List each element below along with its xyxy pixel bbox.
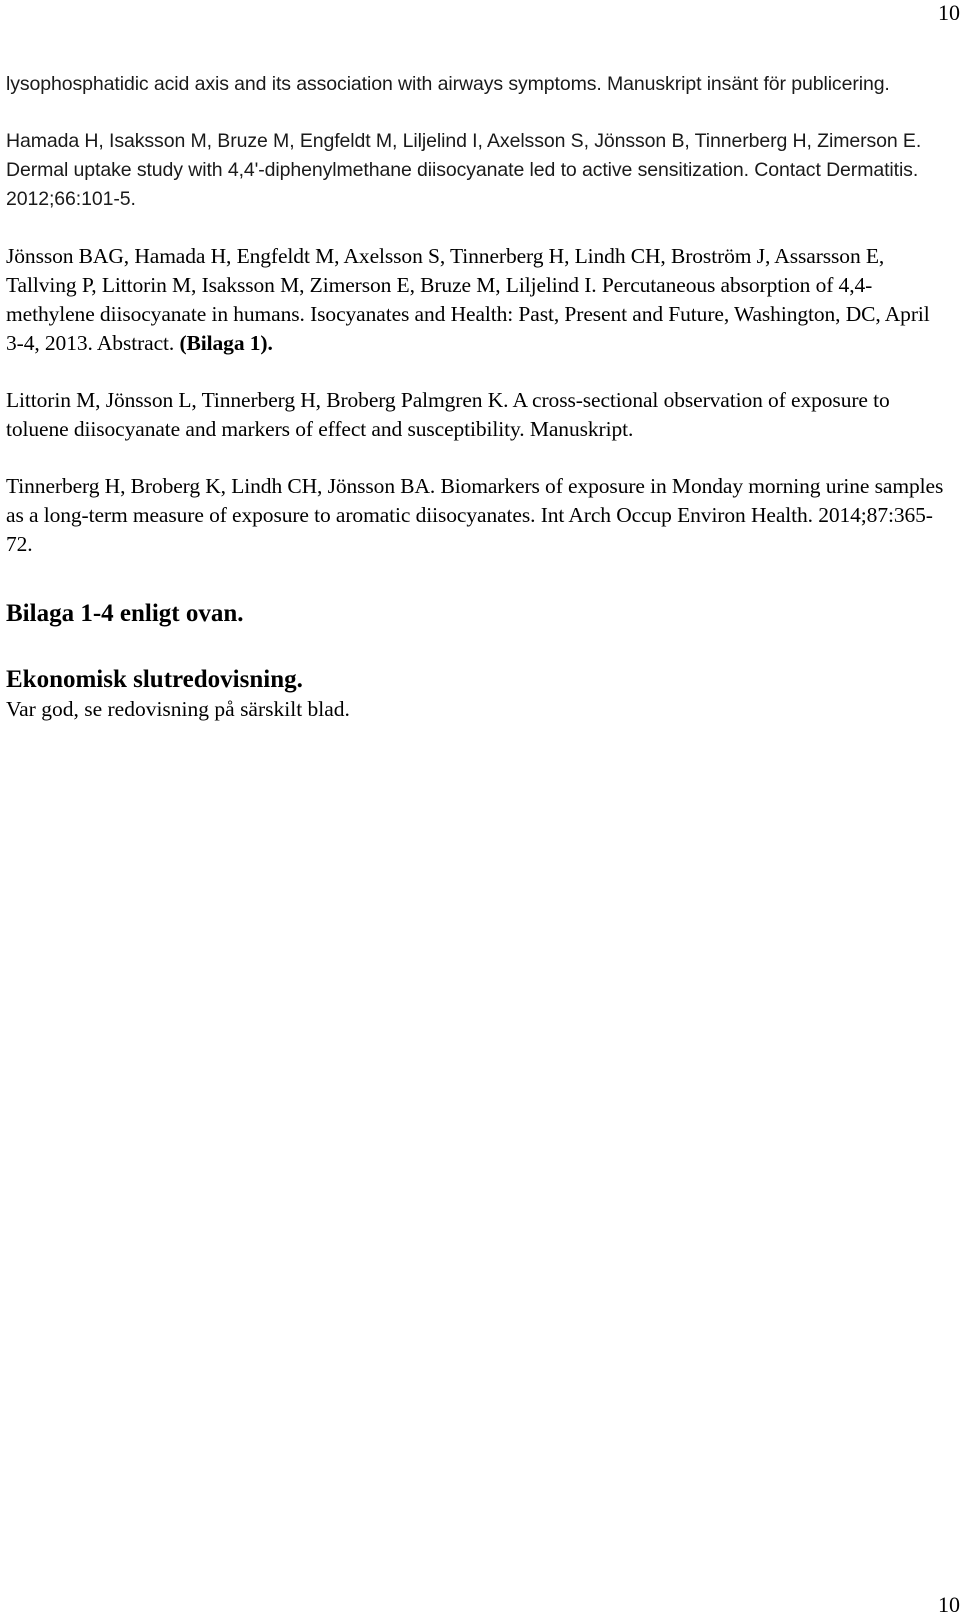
ekonomisk-text: Var god, se redovisning på särskilt blad. — [6, 697, 350, 721]
reference-continuation: lysophosphatidic acid axis and its association with airways symptoms. Manuskript insänt för publicering. — [6, 73, 890, 95]
reference-jonsson — [6, 242, 946, 358]
ekonomisk-heading: Ekonomisk slutredovisning. — [6, 666, 303, 693]
reference-jonsson-text: Jönsson BAG, Hamada H, Engfeldt M, Axelsson S, Tinnerberg H, Lindh CH, Broström J, Assarsson E, Tallving P, Littorin M, Isaksson M, Zimerson E, Bruze M, Liljelind I. Percutaneous absorption of 4,4-methylene diisocyanate in humans. Isocyanates and Health: Past, Present and Future, Washington, DC, April 3-4, 2013. Abstract. — [6, 244, 930, 355]
reference-hamada: Hamada H, Isaksson M, Bruze M, Engfeldt M, Liljelind I, Axelsson S, Jönsson B, Tinnerberg H, Zimerson E. Dermal uptake study with 4,4'-diphenylmethane diisocyanate led to active sensitization. Contact Dermatitis. 2012;66:101-5. — [6, 130, 922, 210]
document-body — [6, 70, 946, 724]
page-number-top: 10 — [938, 0, 960, 25]
bilaga-heading: Bilaga 1-4 enligt ovan. — [6, 600, 244, 627]
reference-tinnerberg: Tinnerberg H, Broberg K, Lindh CH, Jönsson BA. Biomarkers of exposure in Monday morning urine samples as a long-term measure of exposure to aromatic diisocyanates. Int Arch Occup Environ Health. 2014;87:365-72. — [6, 474, 944, 556]
reference-jonsson-bilaga: (Bilaga 1). — [179, 331, 273, 355]
page-number-bottom: 10 — [938, 1592, 960, 1617]
reference-littorin: Littorin M, Jönsson L, Tinnerberg H, Broberg Palmgren K. A cross-sectional observation of exposure to toluene diisocyanate and markers of effect and susceptibility. Manuskript. — [6, 388, 890, 441]
